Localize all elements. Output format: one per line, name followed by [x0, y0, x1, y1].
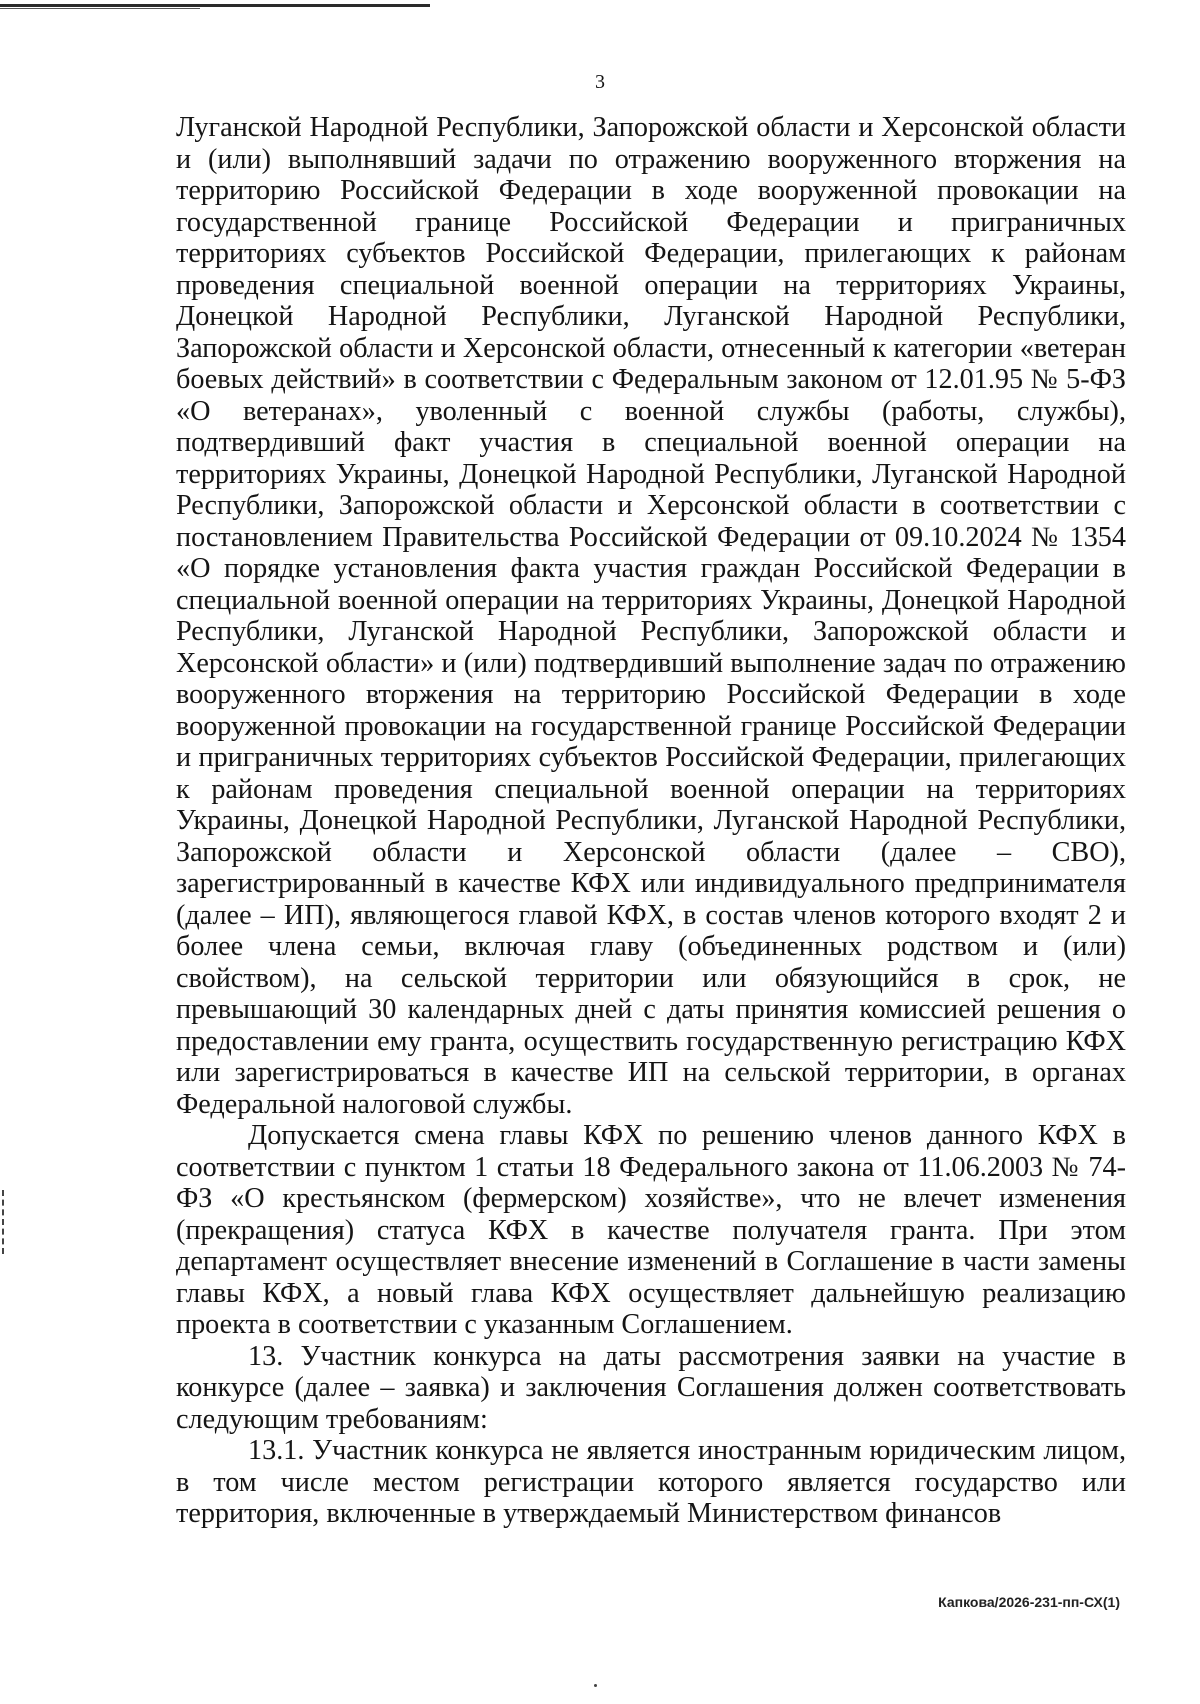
paragraph-head-change: Допускается смена главы КФХ по решению членов данного КФХ в соответствии с пунктом 1 статьи 18 Федерального закона от 11.06.2003 № 74-ФЗ «О крестьянском (фермерском) хозяйстве», что не влечет изменения (прекращения) статуса КФХ в качестве получателя гранта. При этом департамент осуществляет внесение изменений в Соглашение в части замены главы КФХ, а новый глава КФХ осуществляет дальнейшую реализацию проекта в соответствии с указанным Соглашением.: [176, 1120, 1126, 1340]
paragraph-item-13-1: 13.1. Участник конкурса не является иностранным юридическим лицом, в том числе местом регистрации которого является государство или территория, включенные в утверждаемый Министерством финансов: [176, 1435, 1126, 1529]
scan-dot-artifact: [594, 1684, 597, 1687]
paragraph-continuation: Луганской Народной Республики, Запорожской области и Херсонской области и (или) выполнявший задачи по отражению вооруженного вторжения на территорию Российской Федерации в ходе вооруженной провокации на государственной границе Российской Федерации и приграничных территориях субъектов Российской Федерации, прилегающих к районам проведения специальной военной операции на территориях Украины, Донецкой Народной Республики, Луганской Народной Республики, Запорожской области и Херсонской области, отнесенный к категории «ветеран боевых действий» в соответствии с Федеральным законом от 12.01.95 № 5-ФЗ «О ветеранах», уволенный с военной службы (работы, службы), подтвердивший факт участия в специальной военной операции на территориях Украины, Донецкой Народной Республики, Луганской Народной Республики, Запорожской области и Херсонской области в соответствии с постановлением Правительства Российской Федерации от 09.10.2024 № 1354 «О порядке установления факта участия граждан Российской Федерации в специальной военной операции на территориях Украины, Донецкой Народной Республики, Луганской Народной Республики, Запорожской области и Херсонской области» и (или) подтвердивший выполнение задач по отражению вооруженного вторжения на территорию Российской Федерации в ходе вооруженной провокации на государственной границе Российской Федерации и приграничных территориях субъектов Российской Федерации, прилегающих к районам проведения специальной военной операции на территориях Украины, Донецкой Народной Республики, Луганской Народной Республики, Запорожской области и Херсонской области (далее – СВО), зарегистрированный в качестве КФХ или индивидуального предпринимателя (далее – ИП), являющегося главой КФХ, в состав членов которого входят 2 и более члена семьи, включая главу (объединенных родством и (или) свойством), на сельской территории или обязующийся в срок, не превышающий 30 календарных дней с даты принятия комиссией решения о предоставлении ему гранта, осуществить государственную регистрацию КФХ или зарегистрироваться в качестве ИП на сельской территории, в органах Федеральной налоговой службы.: [176, 112, 1126, 1120]
scan-edge-line: [0, 4, 430, 7]
document-registration-code: Капкова/2026-231-пп-СХ(1): [938, 1594, 1120, 1610]
document-body: [176, 112, 1126, 1530]
scan-edge-line-thin: [0, 8, 200, 9]
page-number: 3: [595, 71, 605, 93]
scan-margin-artifact: [2, 1190, 6, 1254]
paragraph-item-13: 13. Участник конкурса на даты рассмотрения заявки на участие в конкурсе (далее – заявка) и заключения Соглашения должен соответствовать следующим требованиям:: [176, 1340, 1126, 1435]
